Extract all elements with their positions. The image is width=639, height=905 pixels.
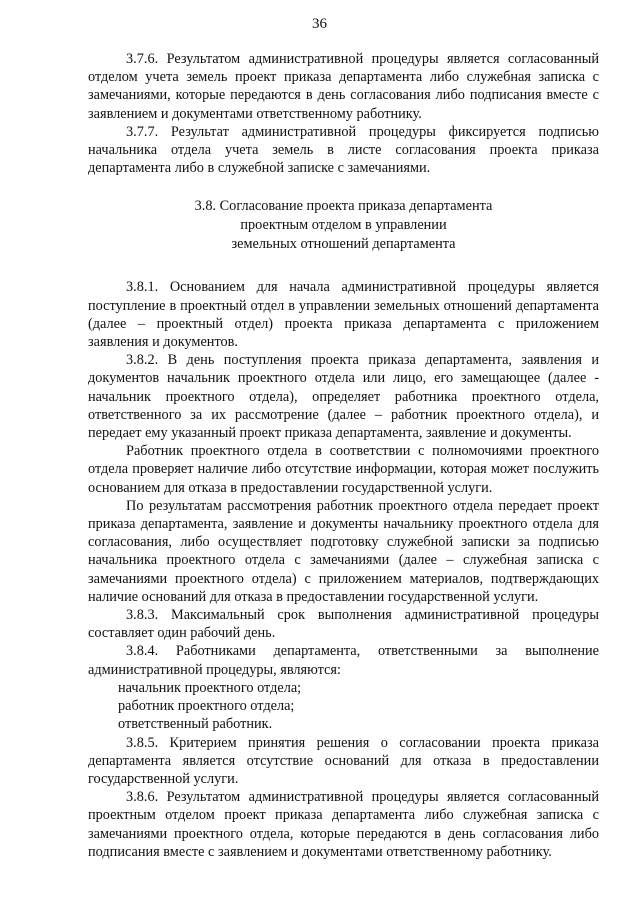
- paragraph-3-8-5: 3.8.5. Критерием принятия решения о согласовании проекта приказа департамента является отсутствие оснований для отказа в предоставлении государственной услуги.: [88, 734, 599, 787]
- section-heading-3-8: [88, 197, 599, 254]
- list-item: начальник проектного отдела;: [118, 679, 302, 696]
- paragraph-3-8-1: 3.8.1. Основанием для начала административной процедуры является поступление в проектный отдел в управлении земельных отношений департамента (далее – проектный отдел) проекта приказа департамента с приложением заявления и документов.: [88, 279, 599, 351]
- page-number: 36: [312, 16, 327, 32]
- paragraph-3-8-2: 3.8.2. В день поступления проекта приказа департамента, заявления и документов начальник проектного отдела или лицо, его замещающее (далее - начальник проектного отдела), определяет работника проектного отдела, ответственного за их рассмотрение (далее – работник проектного отдела), и передает ему указанный проект приказа департамента, заявление и документы.: [88, 352, 599, 442]
- document-body: [88, 50, 599, 861]
- list-item: работник проектного отдела;: [118, 698, 295, 715]
- heading-line: проектным отделом в управлении: [240, 217, 447, 234]
- paragraph-results: По результатам рассмотрения работник проектного отдела передает проект приказа департамента, заявление и документы начальнику проектного отдела для согласования, либо осуществляет подготовку служебной записки за подписью начальника проектного отдела с замечаниями (далее – служебная записка с замечаниями проектного отдела) с приложением материалов, подтверждающих наличие оснований для отказа в предоставлении государственной услуги.: [88, 497, 599, 605]
- heading-line: 3.8. Согласование проекта приказа департамента: [194, 198, 493, 215]
- paragraph-3-7-7: 3.7.7. Результат административной процедуры фиксируется подписью начальника отдела учета земель в листе согласования проекта приказа департамента либо в служебной записке с замечаниями.: [88, 123, 599, 177]
- list-item: ответственный работник.: [118, 716, 273, 733]
- paragraph-3-7-6: 3.7.6. Результатом административной процедуры является согласованный отделом учета земель проект приказа департамента либо служебная записка с замечаниями, которые передаются в день согласования либо подписания вместе с заявлением и документами ответственному работнику.: [88, 51, 599, 122]
- paragraph-3-8-6: 3.8.6. Результатом административной процедуры является согласованный проектным отделом проект приказа департамента либо служебная записка с замечаниями проектного отдела, которые передаются в день согласования либо подписания вместе с заявлением и документами ответственному работнику.: [88, 789, 599, 860]
- heading-line: земельных отношений департамента: [231, 236, 456, 253]
- paragraph-3-8-4: 3.8.4. Работниками департамента, ответственными за выполнение административной процедуры, являются:: [88, 643, 599, 678]
- paragraph-3-8-3: 3.8.3. Максимальный срок выполнения административной процедуры составляет один рабочий день.: [88, 607, 599, 642]
- paragraph-check: Работник проектного отдела в соответствии с полномочиями проектного отдела проверяет наличие либо отсутствие информации, которая может послужить основанием для отказа в предоставлении государственной услуги.: [88, 443, 599, 496]
